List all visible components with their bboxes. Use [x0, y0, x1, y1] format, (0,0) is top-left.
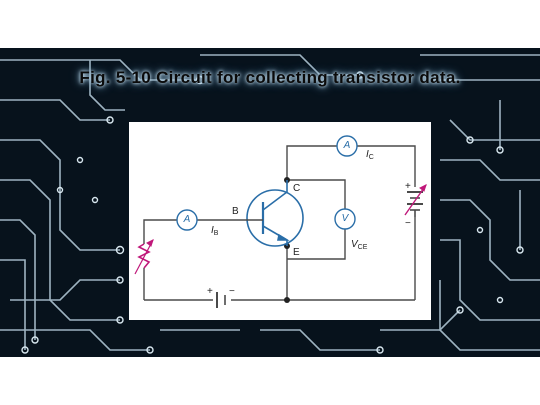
terminal-emitter-label: E — [293, 247, 300, 258]
base-battery-symbol — [217, 292, 225, 308]
ammeter-collector-letter: A — [343, 140, 351, 151]
wire-left-rail-top — [144, 220, 177, 244]
wire-collector-top — [287, 146, 337, 184]
slide-title: Fig. 5-10 Circuit for collecting transistor data. — [79, 68, 461, 87]
collector-supply-plus: + — [405, 181, 411, 192]
label-ib: $I_B$ — [211, 225, 219, 237]
collector-supply-minus: − — [405, 218, 411, 229]
label-vce: $V_{CE}$ — [351, 239, 368, 251]
terminal-collector-label: C — [293, 183, 301, 194]
junction-bottom — [284, 297, 290, 303]
circuit-figure — [129, 122, 431, 320]
base-battery-minus: − — [229, 286, 235, 297]
label-ic: $I_C$ — [366, 149, 374, 161]
circuit-schematic — [129, 122, 431, 320]
voltmeter-letter: V — [341, 213, 349, 224]
base-battery-plus: + — [207, 286, 213, 297]
ammeter-base-letter: A — [183, 214, 191, 225]
terminal-base-label: B — [232, 206, 239, 217]
